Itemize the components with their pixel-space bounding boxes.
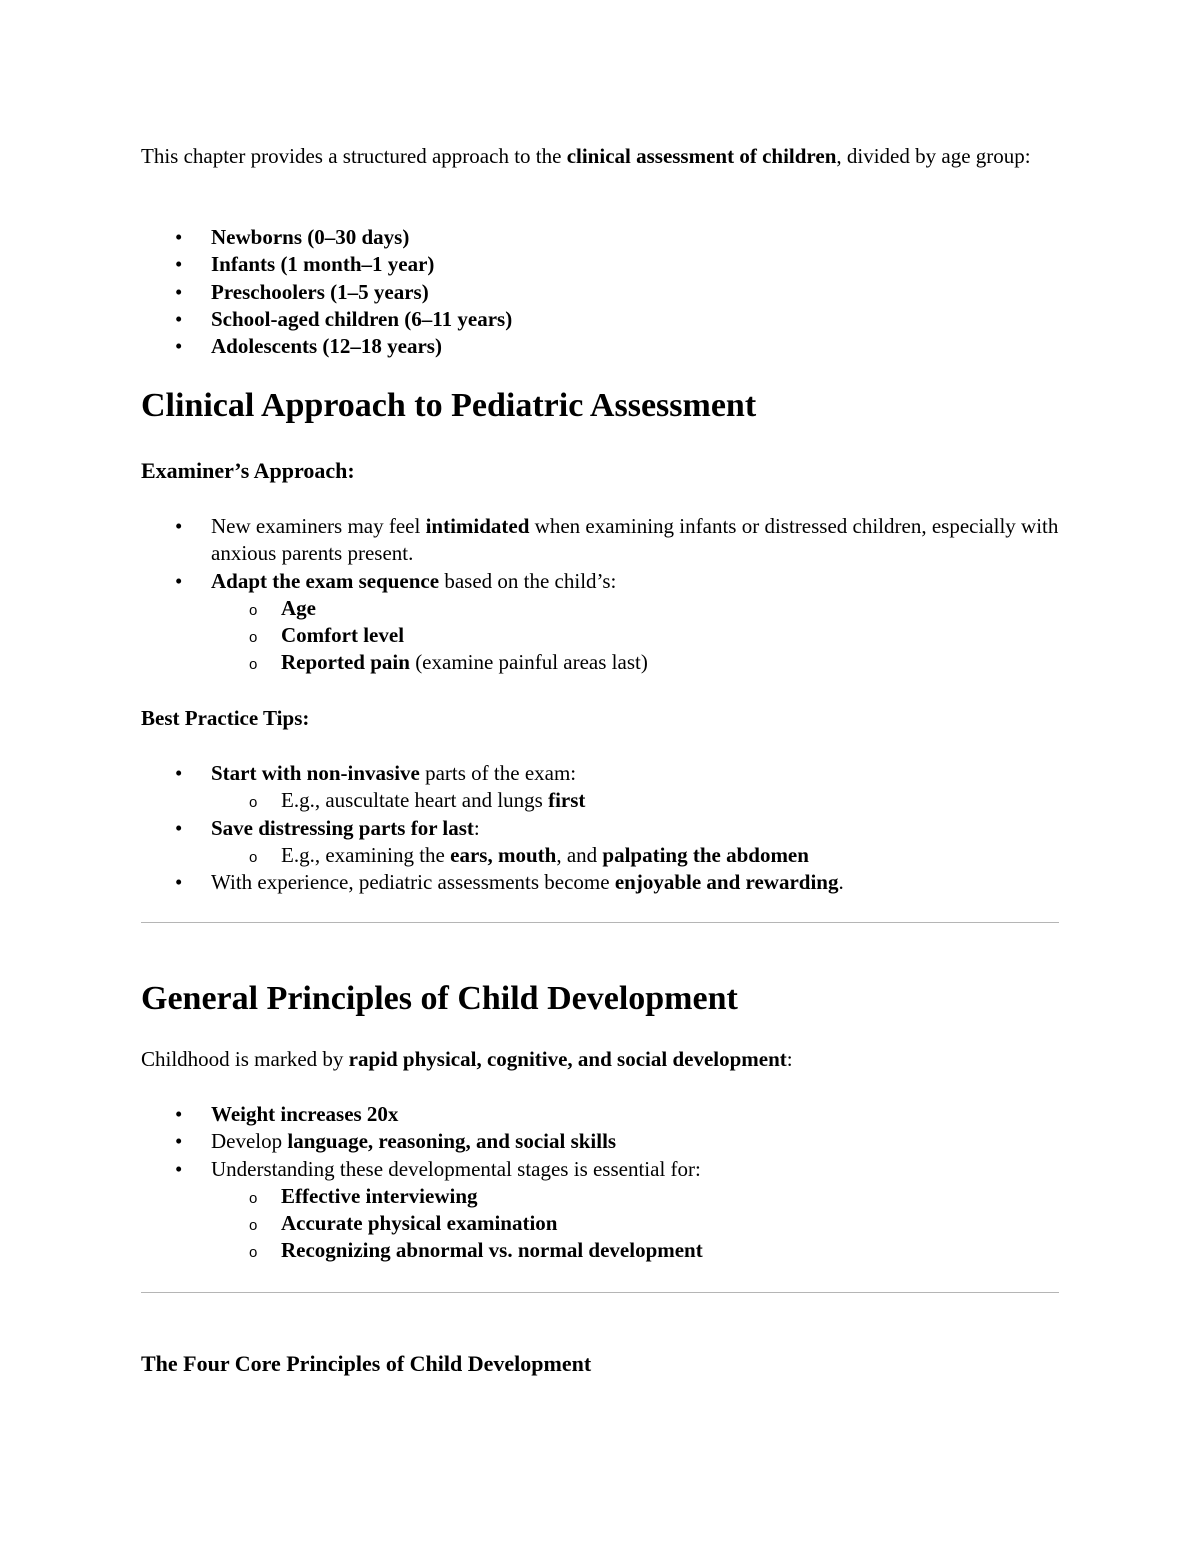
list-item: • Adolescents (12–18 years)	[141, 333, 1061, 360]
list-item: • Develop language, reasoning, and social skills	[141, 1128, 1061, 1155]
intro-text: This chapter provides a structured approach to the	[141, 144, 567, 168]
list-item: • Save distressing parts for last: o E.g., examining the ears, mouth, and palpating the abdomen	[141, 815, 1061, 870]
section-heading-clinical-approach: Clinical Approach to Pediatric Assessment	[141, 387, 757, 424]
list-item: • School-aged children (6–11 years)	[141, 306, 1061, 333]
intro-paragraph	[141, 143, 1061, 170]
list-item: • Infants (1 month–1 year)	[141, 251, 1061, 278]
sub-list-item: o E.g., auscultate heart and lungs first	[211, 787, 1061, 814]
examiner-approach-heading: Examiner’s Approach:	[141, 458, 355, 483]
sub-list-item: o Recognizing abnormal vs. normal development	[211, 1237, 1061, 1264]
sub-list-item: o Reported pain (examine painful areas last)	[211, 649, 1061, 676]
list-item: • With experience, pediatric assessments become enjoyable and rewarding.	[141, 869, 1061, 896]
development-list	[141, 1101, 1061, 1265]
list-item: • Start with non-invasive parts of the exam: o E.g., auscultate heart and lungs first	[141, 760, 1061, 815]
sub-list-item: o Accurate physical examination	[211, 1210, 1061, 1237]
development-intro: Childhood is marked by rapid physical, cognitive, and social development:	[141, 1047, 793, 1071]
intro-bold: clinical assessment of children	[566, 144, 837, 168]
section-heading-child-development: General Principles of Child Development	[141, 980, 738, 1017]
examiner-approach-list	[141, 513, 1061, 677]
sub-list-item: o Effective interviewing	[211, 1183, 1061, 1210]
best-practice-list	[141, 760, 1061, 896]
best-practice-heading: Best Practice Tips:	[141, 706, 310, 730]
sub-list-item: o Age	[211, 595, 1061, 622]
sub-list-item: o Comfort level	[211, 622, 1061, 649]
age-group-list	[141, 224, 1061, 360]
list-item: • Understanding these developmental stages is essential for: o Effective interviewing o Accurate physical examination o Recognizing abnormal vs. normal development	[141, 1156, 1061, 1265]
intro-text-end: , divided by age group:	[836, 144, 1031, 168]
list-item: • Preschoolers (1–5 years)	[141, 279, 1061, 306]
list-item: • Adapt the exam sequence based on the child’s: o Age o Comfort level o Reported pain (examine painful areas last)	[141, 568, 1061, 677]
section-divider	[141, 922, 1059, 923]
list-item: • New examiners may feel intimidated when examining infants or distressed children, especially with anxious parents present.	[141, 513, 1061, 568]
four-core-principles-heading: The Four Core Principles of Child Development	[141, 1351, 592, 1376]
list-item: • Newborns (0–30 days)	[141, 224, 1061, 251]
list-item: • Weight increases 20x	[141, 1101, 1061, 1128]
sub-list-item: o E.g., examining the ears, mouth, and palpating the abdomen	[211, 842, 1061, 869]
section-divider	[141, 1292, 1059, 1293]
